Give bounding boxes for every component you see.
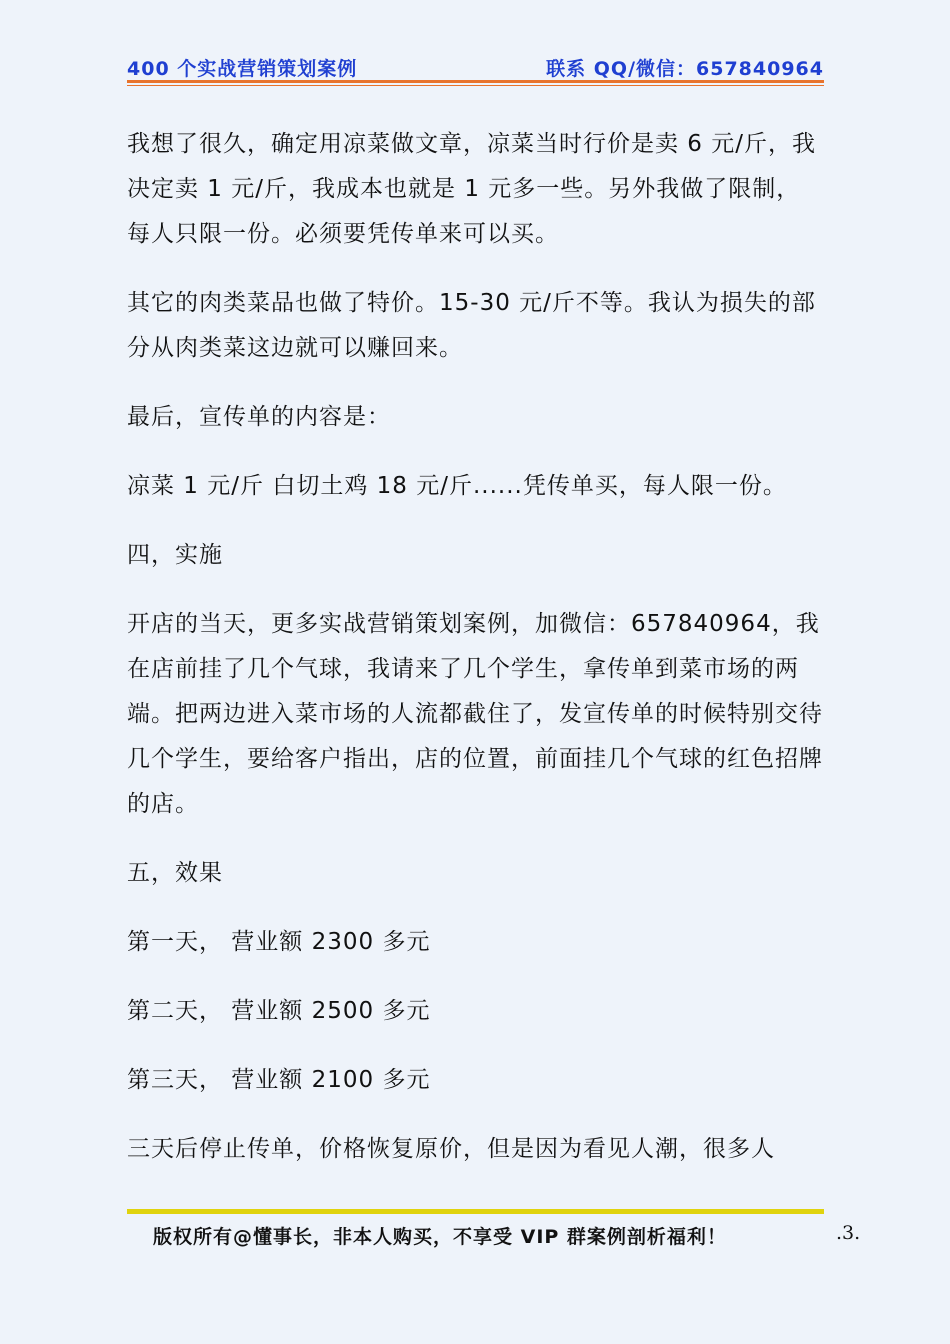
paragraph: 其它的肉类菜品也做了特价。15-30 元/斤不等。我认为损失的部分从肉类菜这边就可以赚回来。 [127,290,816,361]
section-heading: 四，实施 [127,542,223,568]
paragraph: 我想了很久，确定用凉菜做文章，凉菜当时行价是卖 6 元/斤，我决定卖 1 元/斤，我成本也就是 1 元多一些。另外我做了限制，每人只限一份。必须要凭传单来可以买。 [127,131,817,247]
header-title: 400 个实战营销策划案例 [127,57,358,80]
section-heading: 五，效果 [127,860,223,886]
footer-divider [127,1209,824,1214]
header-divider [127,80,824,83]
result-line: 第三天， 营业额 2100 多元 [127,1067,431,1093]
header-divider-thin [127,85,824,86]
paragraph: 凉菜 1 元/斤 白切土鸡 18 元/斤......凭传单买，每人限一份。 [127,473,787,499]
result-line: 第二天， 营业额 2500 多元 [127,998,431,1024]
paragraph: 三天后停止传单，价格恢复原价，但是因为看见人潮，很多人 [127,1136,775,1162]
page-header [127,55,824,79]
header-contact: 联系 QQ/微信：657840964 [546,57,824,80]
copyright-notice: 版权所有@懂事长，非本人购买，不享受 VIP 群案例剖析福利！ [153,1226,727,1248]
paragraph: 开店的当天，更多实战营销策划案例，加微信：657840964，我在店前挂了几个气球，我请来了几个学生，拿传单到菜市场的两端。把两边进入菜市场的人流都截住了，发宣传单的时候特别交待几个学生，要给客户指出，店的位置，前面挂几个气球的红色招牌的店。 [127,611,823,817]
body-text [127,122,824,1196]
page-number: .3. [836,1222,861,1244]
result-line: 第一天， 营业额 2300 多元 [127,929,431,955]
paragraph: 最后，宣传单的内容是： [127,404,391,430]
